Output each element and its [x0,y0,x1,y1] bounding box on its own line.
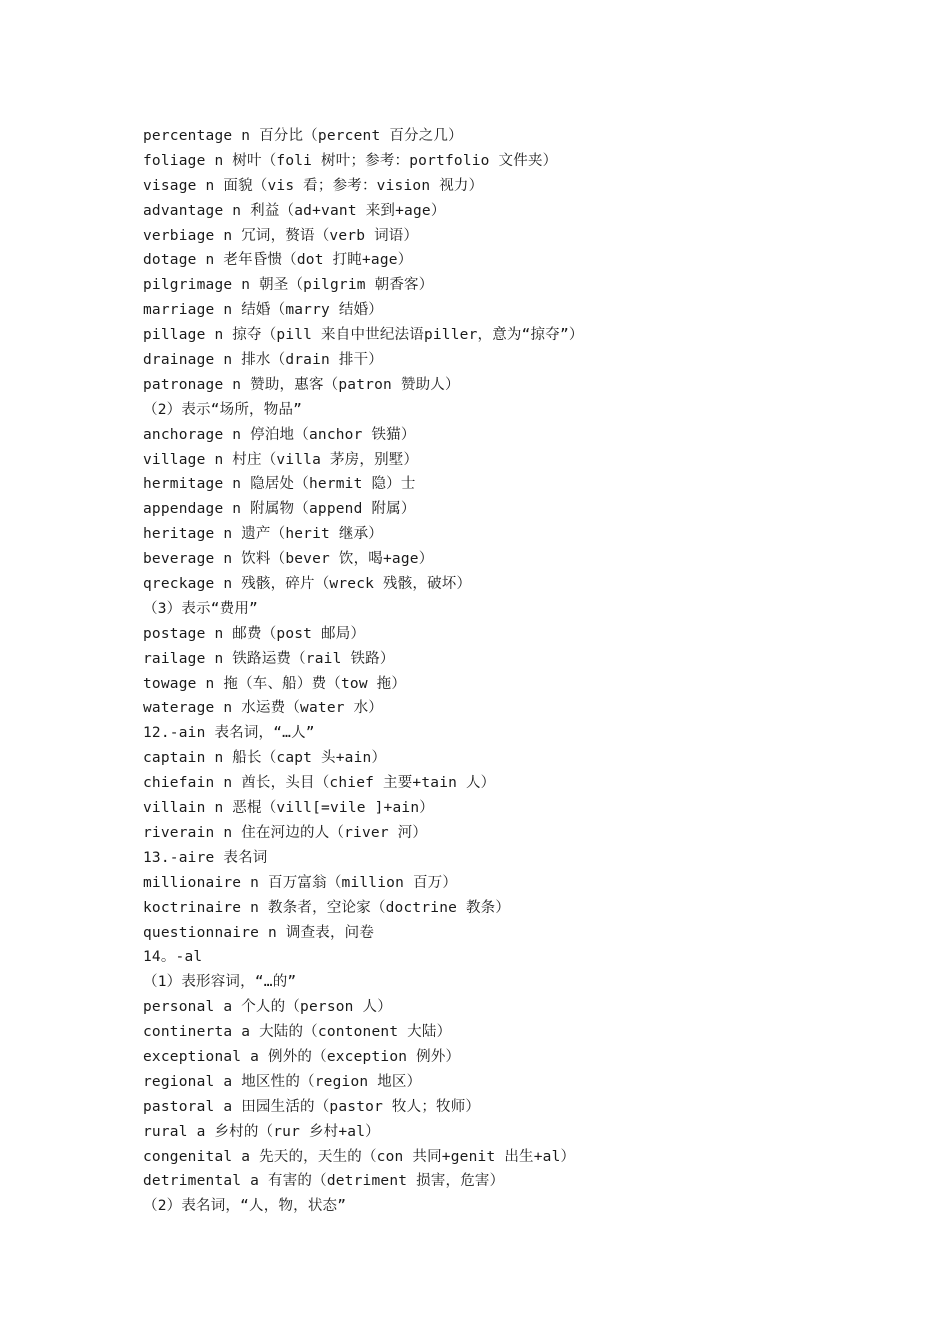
text-line: railage n 铁路运费（rail 铁路） [143,650,395,667]
text-line: hermitage n 隐居处（hermit 隐）士 [143,476,416,493]
text-line: verbiage n 冗词，赘语（verb 词语） [143,227,419,244]
text-line: regional a 地区性的（region 地区） [143,1073,422,1090]
text-line: appendage n 附属物（append 附属） [143,501,416,518]
text-line: qreckage n 残骸，碎片（wreck 残骸，破坏） [143,576,472,593]
text-line: pilgrimage n 朝圣（pilgrim 朝香客） [143,277,434,294]
text-line: anchorage n 停泊地（anchor 铁猫） [143,426,416,443]
text-line: continerta a 大陆的（contonent 大陆） [143,1024,452,1041]
text-line: marriage n 结婚（marry 结婚） [143,302,384,319]
text-line: pastoral a 田园生活的（pastor 牧人；牧师） [143,1098,481,1115]
text-line: drainage n 排水（drain 排干） [143,352,384,369]
text-line: advantage n 利益（ad+vant 来到+age） [143,202,446,219]
section-heading: 13.-aire 表名词 [143,849,268,866]
text-line: village n 村庄（villa 茅房，别墅） [143,451,419,468]
text-line: questionnaire n 调查表，问卷 [143,924,375,941]
text-line: visage n 面貌（vis 看；参考：vision 视力） [143,177,484,194]
text-line: koctrinaire n 教条者，空论家（doctrine 教条） [143,899,511,916]
section-heading: 12.-ain 表名词，“…人” [143,725,315,742]
text-line: rural a 乡村的（rur 乡村+al） [143,1123,380,1140]
word-list [143,124,923,1219]
text-line: towage n 拖（车、船）费（tow 拖） [143,675,407,692]
text-line: beverage n 饮料（bever 饮，喝+age） [143,551,434,568]
text-line: millionaire n 百万富翁（million 百万） [143,874,458,891]
text-line: detrimental a 有害的（detriment 损害，危害） [143,1173,505,1190]
text-line: percentage n 百分比（percent 百分之几） [143,128,463,144]
section-heading: （1）表形容词，“…的” [143,974,297,991]
text-line: waterage n 水运费（water 水） [143,700,384,717]
text-line: riverain n 住在河边的人（river 河） [143,824,428,841]
text-line: heritage n 遗产（herit 继承） [143,526,384,543]
text-line: personal a 个人的（person 人） [143,999,392,1016]
text-line: dotage n 老年昏愦（dot 打盹+age） [143,252,413,269]
text-line: pillage n 掠夺（pill 来自中世纪法语piller，意为“掠夺”） [143,327,584,344]
text-line: patronage n 赞助，惠客（patron 赞助人） [143,376,460,393]
text-line: chiefain n 酋长，头目（chief 主要+tain 人） [143,775,496,792]
text-line: exceptional a 例外的（exception 例外） [143,1048,461,1065]
text-line: villain n 恶棍（vill[=vile ]+ain） [143,800,434,817]
text-line: foliage n 树叶（foli 树叶；参考：portfolio 文件夹） [143,152,558,169]
text-line: postage n 邮费（post 邮局） [143,625,366,642]
section-heading: （2）表示“场所，物品” [143,401,303,418]
section-heading: （2）表名词，“人，物，状态” [143,1198,347,1215]
text-line: congenital a 先天的，天生的（con 共同+genit 出生+al） [143,1148,576,1165]
section-heading: 14。-al [143,949,203,966]
text-line: captain n 船长（capt 头+ain） [143,750,387,767]
section-heading: （3）表示“费用” [143,600,258,617]
